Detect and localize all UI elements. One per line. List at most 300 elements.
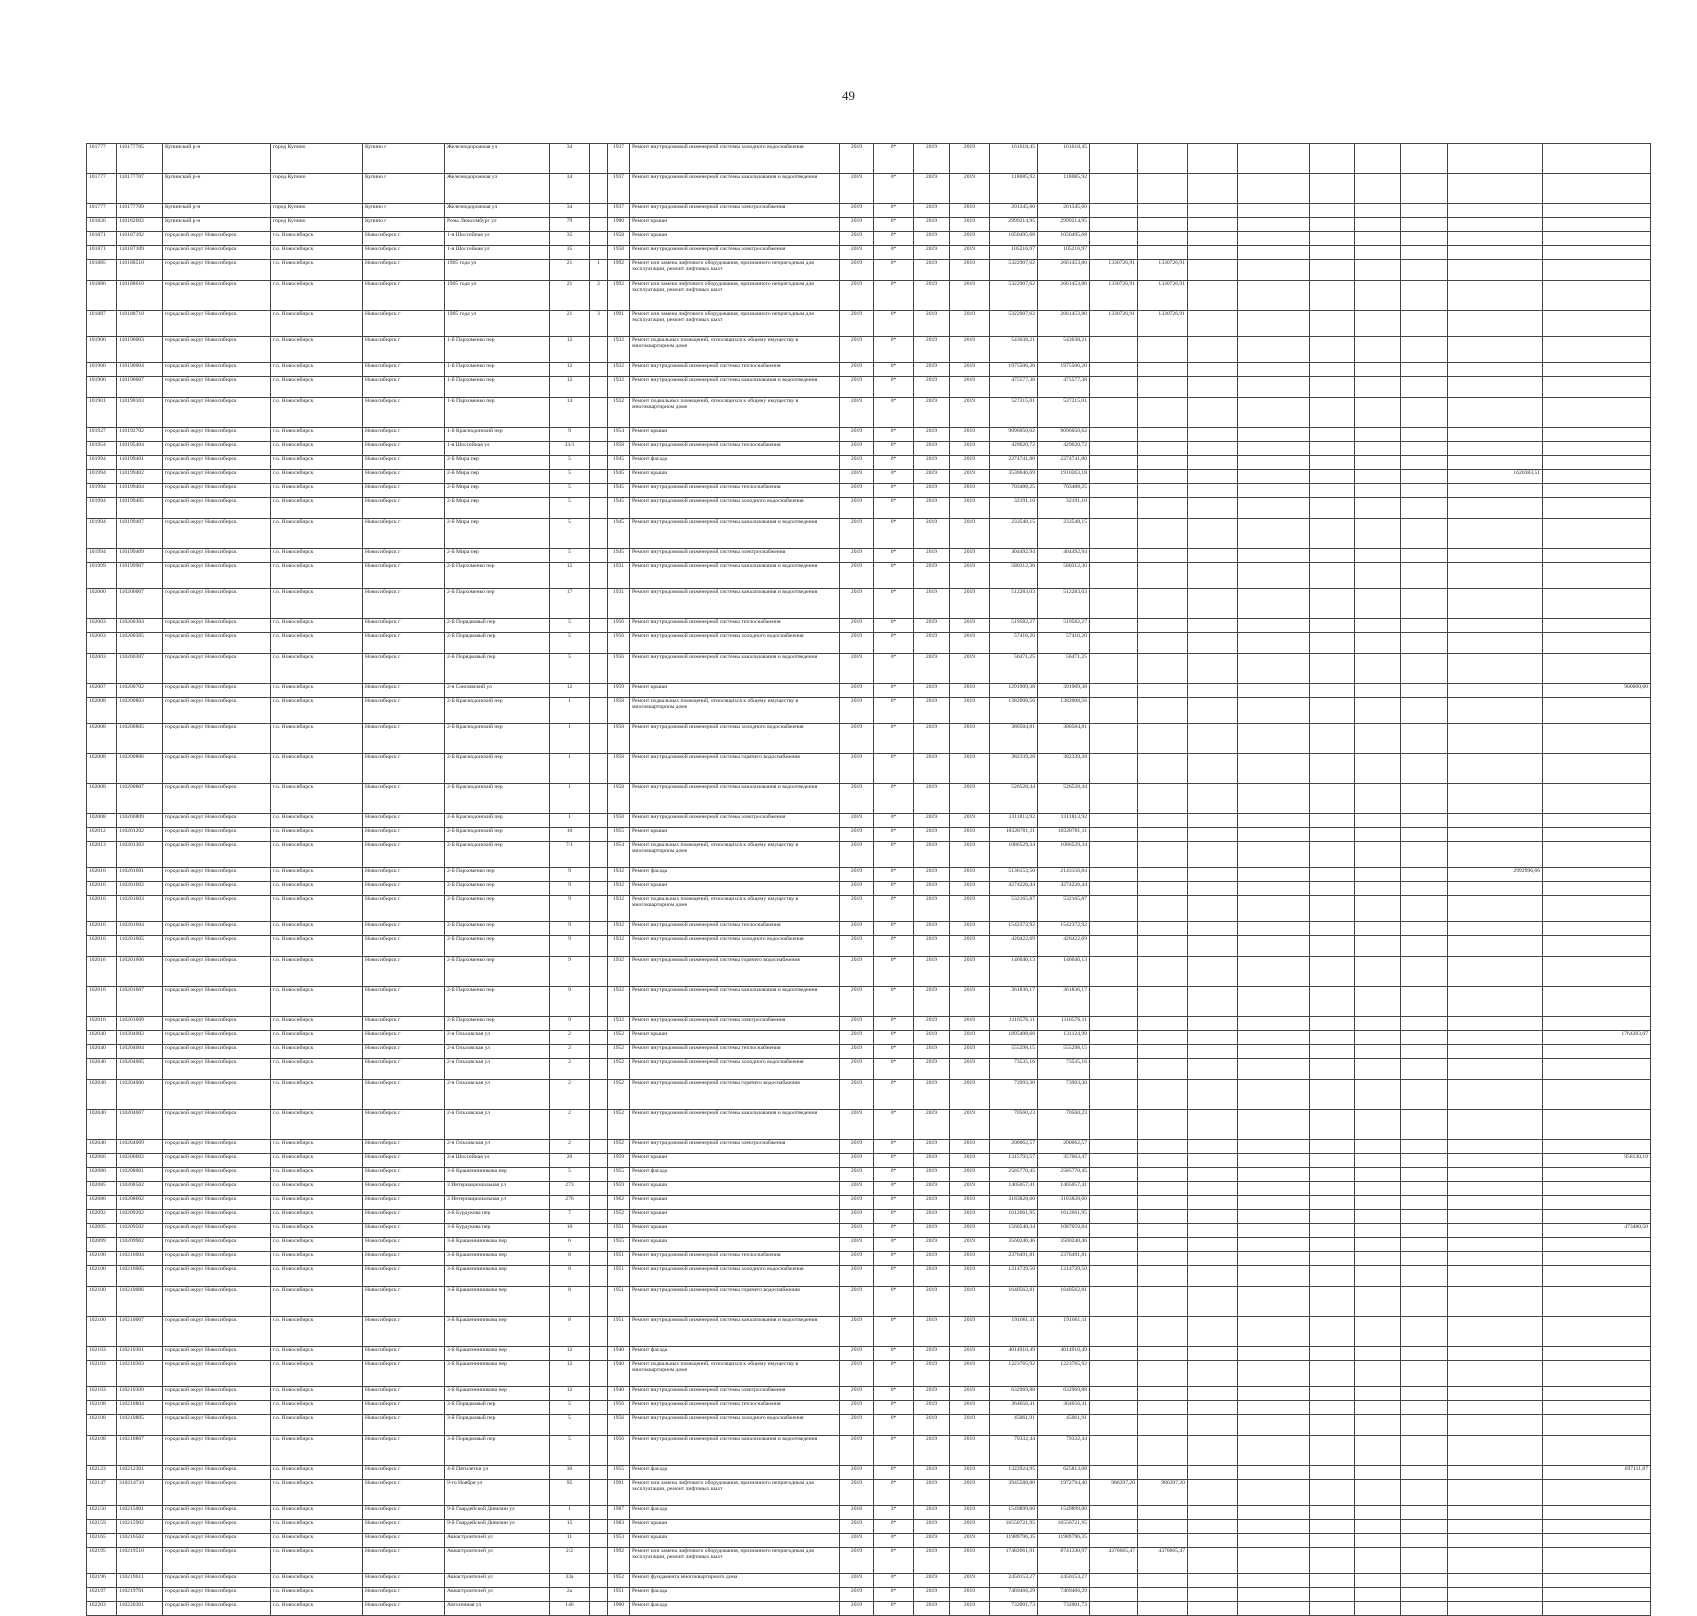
building-cell	[590, 1045, 608, 1059]
end-year-cell: 2019	[950, 363, 990, 377]
budget-e-cell	[1310, 1168, 1355, 1182]
building-cell	[590, 882, 608, 896]
budget-f-cell	[1355, 936, 1401, 957]
budget-e-cell	[1310, 498, 1355, 519]
building-cell	[590, 1017, 608, 1031]
municipality-cell: г.о. Новосибирск	[271, 549, 363, 563]
total-cost-cell: 105216,97	[990, 246, 1038, 260]
work-type-cell: Ремонт внутридомовой инженерной системы теплоснабжения	[630, 619, 840, 633]
mark-cell: 0*	[874, 549, 914, 563]
plan-year-cell: 2019	[840, 987, 874, 1017]
budget-a-cell	[1090, 1182, 1138, 1196]
end-year-cell: 2019	[950, 922, 990, 936]
district-cell: городской округ Новосибирск	[163, 957, 271, 987]
settlement-cell: Новосибирск г	[363, 1361, 445, 1387]
start-year-cell: 2019	[914, 456, 950, 470]
plan-year-cell: 2019	[840, 1347, 874, 1361]
other-funds-cell	[1543, 174, 1651, 204]
house-number-cell: 9	[550, 882, 590, 896]
work-type-cell: Ремонт внутридомовой инженерной системы холодного водоснабжения	[630, 936, 840, 957]
work-code-cell: 110199401	[117, 456, 163, 470]
budget-d-cell	[1238, 1436, 1310, 1466]
other-funds-cell	[1543, 1415, 1651, 1436]
budget-a-cell	[1090, 654, 1138, 684]
budget-c-cell	[1188, 1224, 1238, 1238]
fund-cost-cell: 201345,60	[1038, 204, 1090, 218]
building-cell	[590, 814, 608, 828]
budget-e-cell	[1310, 957, 1355, 987]
total-cost-cell: 2999214,95	[990, 218, 1038, 232]
municipality-cell: г.о. Новосибирск	[271, 1266, 363, 1287]
municipality-cell: г.о. Новосибирск	[271, 1317, 363, 1347]
budget-b-cell: 1330726,91	[1138, 281, 1188, 311]
building-cell	[590, 1387, 608, 1401]
district-cell: городской округ Новосибирск	[163, 1361, 271, 1387]
start-year-cell: 2019	[914, 246, 950, 260]
table-row	[87, 281, 1651, 311]
work-code-cell: 110182602	[117, 218, 163, 232]
budget-g-cell	[1401, 987, 1448, 1017]
work-type-cell: Ремонт внутридомовой инженерной системы холодного водоснабжения	[630, 1059, 840, 1080]
settlement-cell: Новосибирск г	[363, 784, 445, 814]
budget-a-cell	[1090, 498, 1138, 519]
total-cost-cell: 1382008,56	[990, 698, 1038, 724]
owner-funds-cell	[1448, 377, 1543, 398]
house-number-cell: 1	[550, 814, 590, 828]
start-year-cell: 2019	[914, 563, 950, 589]
building-cell	[590, 922, 608, 936]
street-cell: 1-й Пархоменко пер	[445, 398, 550, 428]
start-year-cell: 2019	[914, 549, 950, 563]
district-cell: городской округ Новосибирск	[163, 842, 271, 868]
table-row	[87, 1506, 1651, 1520]
owner-funds-cell	[1448, 1574, 1543, 1588]
settlement-cell: Купино г	[363, 204, 445, 218]
budget-c-cell	[1188, 442, 1238, 456]
house-number-cell: 79	[550, 218, 590, 232]
street-cell: 2-й Краснодонский пер	[445, 724, 550, 754]
budget-e-cell	[1310, 428, 1355, 442]
table-row	[87, 868, 1651, 882]
budget-a-cell	[1090, 1045, 1138, 1059]
budget-c-cell	[1188, 828, 1238, 842]
record-id-cell: 101994	[87, 470, 117, 484]
district-cell: городской округ Новосибирск	[163, 882, 271, 896]
municipality-cell: г.о. Новосибирск	[271, 1059, 363, 1080]
start-year-cell: 2019	[914, 484, 950, 498]
budget-g-cell	[1401, 1574, 1448, 1588]
budget-c-cell	[1188, 1602, 1238, 1616]
start-year-cell: 2019	[914, 1415, 950, 1436]
year-built-cell: 1992	[608, 1548, 630, 1574]
budget-f-cell	[1355, 1238, 1401, 1252]
total-cost-cell: 1086529,34	[990, 842, 1038, 868]
budget-d-cell	[1238, 1317, 1310, 1347]
mark-cell: 0*	[874, 1436, 914, 1466]
house-number-cell: 7	[550, 1210, 590, 1224]
work-code-cell: 110188610	[117, 281, 163, 311]
mark-cell: 0*	[874, 1401, 914, 1415]
end-year-cell: 2019	[950, 1387, 990, 1401]
year-built-cell: 1953	[608, 1534, 630, 1548]
street-cell: 1-я Шоссейная ул	[445, 232, 550, 246]
other-funds-cell	[1543, 1045, 1651, 1059]
budget-d-cell	[1238, 1154, 1310, 1168]
owner-funds-cell	[1448, 633, 1543, 654]
owner-funds-cell	[1448, 1401, 1543, 1415]
work-type-cell: Ремонт внутридомовой инженерной системы холодного водоснабжения	[630, 724, 840, 754]
mark-cell: 0*	[874, 936, 914, 957]
budget-b-cell	[1138, 363, 1188, 377]
budget-g-cell	[1401, 281, 1448, 311]
other-funds-cell	[1543, 144, 1651, 174]
house-number-cell: 30	[550, 1466, 590, 1480]
municipality-cell: г.о. Новосибирск	[271, 1224, 363, 1238]
work-type-cell: Ремонт фасада	[630, 1168, 840, 1182]
total-cost-cell: 1311813,92	[990, 814, 1038, 828]
street-cell: 2-й Мира пер	[445, 484, 550, 498]
work-type-cell: Ремонт внутридомовой инженерной системы холодного водоснабжения	[630, 1266, 840, 1287]
total-cost-cell: 2274741,80	[990, 456, 1038, 470]
work-type-cell: Ремонт или замена лифтового оборудования, признанного непригодным для эксплуатации, ремонт лифтовых шахт	[630, 311, 840, 337]
plan-year-cell: 2019	[840, 868, 874, 882]
street-cell: 2-й Пархоменко пер	[445, 987, 550, 1017]
budget-c-cell	[1188, 398, 1238, 428]
record-id-cell: 102016	[87, 957, 117, 987]
municipality-cell: г.о. Новосибирск	[271, 1347, 363, 1361]
district-cell: городской округ Новосибирск	[163, 589, 271, 619]
total-cost-cell: 79332,44	[990, 1436, 1038, 1466]
budget-f-cell	[1355, 1080, 1401, 1110]
street-cell: 2-й Мира пер	[445, 498, 550, 519]
budget-g-cell	[1401, 814, 1448, 828]
start-year-cell: 2019	[914, 1045, 950, 1059]
budget-f-cell	[1355, 442, 1401, 456]
plan-year-cell: 2019	[840, 1287, 874, 1317]
budget-b-cell	[1138, 828, 1188, 842]
budget-f-cell	[1355, 1210, 1401, 1224]
budget-e-cell	[1310, 1154, 1355, 1168]
budget-f-cell	[1355, 1252, 1401, 1266]
year-built-cell: 1987	[608, 1506, 630, 1520]
work-type-cell: Ремонт подвальных помещений, относящихся к общему имуществу в многоквартирном доме	[630, 842, 840, 868]
year-built-cell: 1958	[608, 724, 630, 754]
plan-year-cell: 2019	[840, 936, 874, 957]
start-year-cell: 2019	[914, 232, 950, 246]
budget-b-cell	[1138, 1520, 1188, 1534]
settlement-cell: Новосибирск г	[363, 1045, 445, 1059]
street-cell: 2-й Пархоменко пер	[445, 896, 550, 922]
budget-f-cell	[1355, 754, 1401, 784]
plan-year-cell: 2019	[840, 1588, 874, 1602]
budget-d-cell	[1238, 724, 1310, 754]
budget-f-cell	[1355, 1224, 1401, 1238]
budget-f-cell	[1355, 377, 1401, 398]
budget-d-cell	[1238, 1287, 1310, 1317]
street-cell: 2-й Мира пер	[445, 519, 550, 549]
other-funds-cell	[1543, 498, 1651, 519]
mark-cell: 0*	[874, 1045, 914, 1059]
budget-e-cell	[1310, 654, 1355, 684]
budget-f-cell	[1355, 498, 1401, 519]
plan-year-cell: 2019	[840, 957, 874, 987]
plan-year-cell: 2019	[840, 654, 874, 684]
fund-cost-cell: 4014910,49	[1038, 1347, 1090, 1361]
budget-e-cell	[1310, 1059, 1355, 1080]
work-code-cell: 110200805	[117, 724, 163, 754]
municipality-cell: г.о. Новосибирск	[271, 398, 363, 428]
fund-cost-cell: 45061,91	[1038, 1415, 1090, 1436]
work-type-cell: Ремонт внутридомовой инженерной системы теплоснабжения	[630, 484, 840, 498]
other-funds-cell	[1543, 1588, 1651, 1602]
street-cell: 3 Интернациональная ул	[445, 1182, 550, 1196]
fund-cost-cell: 526528,44	[1038, 784, 1090, 814]
fund-cost-cell: 357663,47	[1038, 1154, 1090, 1168]
fund-cost-cell: 1086529,34	[1038, 842, 1090, 868]
budget-c-cell	[1188, 1080, 1238, 1110]
fund-cost-cell: 732001,73	[1038, 1602, 1090, 1616]
budget-g-cell	[1401, 724, 1448, 754]
municipality-cell: г.о. Новосибирск	[271, 589, 363, 619]
mark-cell: 0*	[874, 1031, 914, 1045]
budget-g-cell	[1401, 470, 1448, 484]
building-cell	[590, 246, 608, 260]
other-funds-cell	[1543, 589, 1651, 619]
total-cost-cell: 1640562,81	[990, 1287, 1038, 1317]
plan-year-cell: 2019	[840, 619, 874, 633]
record-id-cell: 102147	[87, 1480, 117, 1506]
district-cell: городской округ Новосибирск	[163, 260, 271, 281]
owner-funds-cell	[1448, 1548, 1543, 1574]
district-cell: городской округ Новосибирск	[163, 784, 271, 814]
budget-d-cell	[1238, 281, 1310, 311]
district-cell: городской округ Новосибирск	[163, 1602, 271, 1616]
budget-e-cell	[1310, 218, 1355, 232]
budget-b-cell	[1138, 922, 1188, 936]
budget-d-cell	[1238, 377, 1310, 398]
total-cost-cell: 7469466,29	[990, 1588, 1038, 1602]
total-cost-cell: 382339,28	[990, 754, 1038, 784]
other-funds-cell	[1543, 633, 1651, 654]
total-cost-cell: 404492,94	[990, 549, 1038, 563]
plan-year-cell: 2019	[840, 363, 874, 377]
budget-e-cell	[1310, 456, 1355, 470]
year-built-cell: 1951	[608, 1266, 630, 1287]
budget-g-cell	[1401, 896, 1448, 922]
mark-cell: 0*	[874, 922, 914, 936]
settlement-cell: Новосибирск г	[363, 442, 445, 456]
settlement-cell: Новосибирск г	[363, 1110, 445, 1140]
building-cell	[590, 1252, 608, 1266]
table-row	[87, 246, 1651, 260]
work-code-cell: 110208001	[117, 1168, 163, 1182]
budget-g-cell	[1401, 1361, 1448, 1387]
settlement-cell: Новосибирск г	[363, 1168, 445, 1182]
record-id-cell: 102150	[87, 1506, 117, 1520]
budget-b-cell	[1138, 232, 1188, 246]
mark-cell: 0*	[874, 1154, 914, 1168]
municipality-cell: г.о. Новосибирск	[271, 1210, 363, 1224]
settlement-cell: Новосибирск г	[363, 1574, 445, 1588]
budget-d-cell	[1238, 1031, 1310, 1045]
budget-a-cell	[1090, 398, 1138, 428]
fund-cost-cell: 1087059,84	[1038, 1224, 1090, 1238]
street-cell: 2-й Пархоменко пер	[445, 589, 550, 619]
end-year-cell: 2019	[950, 1287, 990, 1317]
owner-funds-cell	[1448, 1436, 1543, 1466]
building-cell	[590, 363, 608, 377]
budget-e-cell	[1310, 896, 1355, 922]
fund-cost-cell: 512283,03	[1038, 589, 1090, 619]
house-number-cell: 34	[550, 174, 590, 204]
table-row	[87, 1031, 1651, 1045]
fund-cost-cell: 361836,17	[1038, 987, 1090, 1017]
year-built-cell: 1951	[608, 1224, 630, 1238]
table-row	[87, 1317, 1651, 1347]
street-cell: Железнодорожная ул	[445, 174, 550, 204]
settlement-cell: Новосибирск г	[363, 922, 445, 936]
municipality-cell: г.о. Новосибирск	[271, 1602, 363, 1616]
end-year-cell: 2019	[950, 1045, 990, 1059]
record-id-cell: 102016	[87, 987, 117, 1017]
building-cell	[590, 218, 608, 232]
building-cell	[590, 1436, 608, 1466]
street-cell: 2-й Порядковый пер	[445, 654, 550, 684]
other-funds-cell	[1543, 814, 1651, 828]
table-row	[87, 311, 1651, 337]
mark-cell: 0*	[874, 246, 914, 260]
work-type-cell: Ремонт внутридомовой инженерной системы теплоснабжения	[630, 1045, 840, 1059]
budget-e-cell	[1310, 1210, 1355, 1224]
record-id-cell: 102108	[87, 1415, 117, 1436]
work-code-cell: 110188710	[117, 311, 163, 337]
budget-g-cell	[1401, 784, 1448, 814]
work-type-cell: Ремонт крыши	[630, 232, 840, 246]
house-number-cell: 2	[550, 1110, 590, 1140]
work-code-cell: 110188510	[117, 260, 163, 281]
other-funds-cell	[1543, 1287, 1651, 1317]
fund-cost-cell: 2661453,80	[1038, 260, 1090, 281]
year-built-cell: 1952	[608, 1110, 630, 1140]
end-year-cell: 2019	[950, 1548, 990, 1574]
table-row	[87, 1466, 1651, 1480]
budget-c-cell	[1188, 654, 1238, 684]
other-funds-cell	[1543, 1548, 1651, 1574]
end-year-cell: 2019	[950, 684, 990, 698]
mark-cell: 0*	[874, 589, 914, 619]
record-id-cell: 102016	[87, 896, 117, 922]
table-row	[87, 1520, 1651, 1534]
budget-d-cell	[1238, 754, 1310, 784]
budget-b-cell	[1138, 519, 1188, 549]
owner-funds-cell	[1448, 1588, 1543, 1602]
budget-e-cell	[1310, 311, 1355, 337]
record-id-cell: 102092	[87, 1210, 117, 1224]
work-code-cell: 110200304	[117, 619, 163, 633]
table-row	[87, 144, 1651, 174]
table-row	[87, 814, 1651, 828]
end-year-cell: 2019	[950, 1266, 990, 1287]
building-cell	[590, 377, 608, 398]
mark-cell: 0*	[874, 281, 914, 311]
house-number-cell: 12	[550, 377, 590, 398]
fund-cost-cell: 404492,94	[1038, 549, 1090, 563]
table-row	[87, 470, 1651, 484]
budget-c-cell	[1188, 589, 1238, 619]
house-number-cell: 5	[550, 1401, 590, 1415]
fund-cost-cell: 527215,01	[1038, 398, 1090, 428]
building-cell: 3	[590, 311, 608, 337]
work-code-cell: 110192702	[117, 428, 163, 442]
total-cost-cell: 16550721,95	[990, 1520, 1038, 1534]
start-year-cell: 2019	[914, 311, 950, 337]
budget-e-cell	[1310, 882, 1355, 896]
other-funds-cell	[1543, 987, 1651, 1017]
street-cell: 4-й Пятилетки ул	[445, 1466, 550, 1480]
budget-a-cell	[1090, 957, 1138, 987]
street-cell: 3-й Крашенинникова пер	[445, 1252, 550, 1266]
record-id-cell: 102100	[87, 1287, 117, 1317]
other-funds-cell	[1543, 1317, 1651, 1347]
work-code-cell: 110206602	[117, 1154, 163, 1168]
budget-d-cell	[1238, 1252, 1310, 1266]
budget-f-cell	[1355, 784, 1401, 814]
settlement-cell: Новосибирск г	[363, 1401, 445, 1415]
start-year-cell: 2019	[914, 281, 950, 311]
budget-e-cell	[1310, 1266, 1355, 1287]
owner-funds-cell	[1448, 498, 1543, 519]
district-cell: городской округ Новосибирск	[163, 484, 271, 498]
municipality-cell: г.о. Новосибирск	[271, 281, 363, 311]
building-cell	[590, 987, 608, 1017]
district-cell: городской округ Новосибирск	[163, 936, 271, 957]
plan-year-cell: 2019	[840, 1182, 874, 1196]
municipality-cell: г.о. Новосибирск	[271, 882, 363, 896]
owner-funds-cell	[1448, 519, 1543, 549]
street-cell: 1905 года ул	[445, 260, 550, 281]
budget-a-cell	[1090, 1588, 1138, 1602]
work-code-cell: 110209202	[117, 1210, 163, 1224]
total-cost-cell: 3560240,46	[990, 1238, 1038, 1252]
fund-cost-cell: 2661453,80	[1038, 311, 1090, 337]
building-cell	[590, 428, 608, 442]
budget-f-cell	[1355, 174, 1401, 204]
work-type-cell: Ремонт крыши	[630, 684, 840, 698]
table-row	[87, 1210, 1651, 1224]
budget-g-cell	[1401, 619, 1448, 633]
budget-f-cell	[1355, 281, 1401, 311]
settlement-cell: Новосибирск г	[363, 1238, 445, 1252]
end-year-cell: 2019	[950, 784, 990, 814]
budget-g-cell	[1401, 828, 1448, 842]
budget-d-cell	[1238, 868, 1310, 882]
mark-cell: 0*	[874, 1602, 914, 1616]
district-cell: городской округ Новосибирск	[163, 698, 271, 724]
work-code-cell: 110200305	[117, 633, 163, 654]
fund-cost-cell: 391909,38	[1038, 684, 1090, 698]
budget-g-cell	[1401, 882, 1448, 896]
house-number-cell: 1	[550, 724, 590, 754]
owner-funds-cell	[1448, 1287, 1543, 1317]
start-year-cell: 2019	[914, 1140, 950, 1154]
budget-a-cell	[1090, 724, 1138, 754]
work-code-cell: 110215001	[117, 1506, 163, 1520]
table-row	[87, 684, 1651, 698]
fund-cost-cell: 519582,27	[1038, 619, 1090, 633]
start-year-cell: 2019	[914, 1031, 950, 1045]
total-cost-cell: 475577,38	[990, 377, 1038, 398]
mark-cell: 0*	[874, 218, 914, 232]
